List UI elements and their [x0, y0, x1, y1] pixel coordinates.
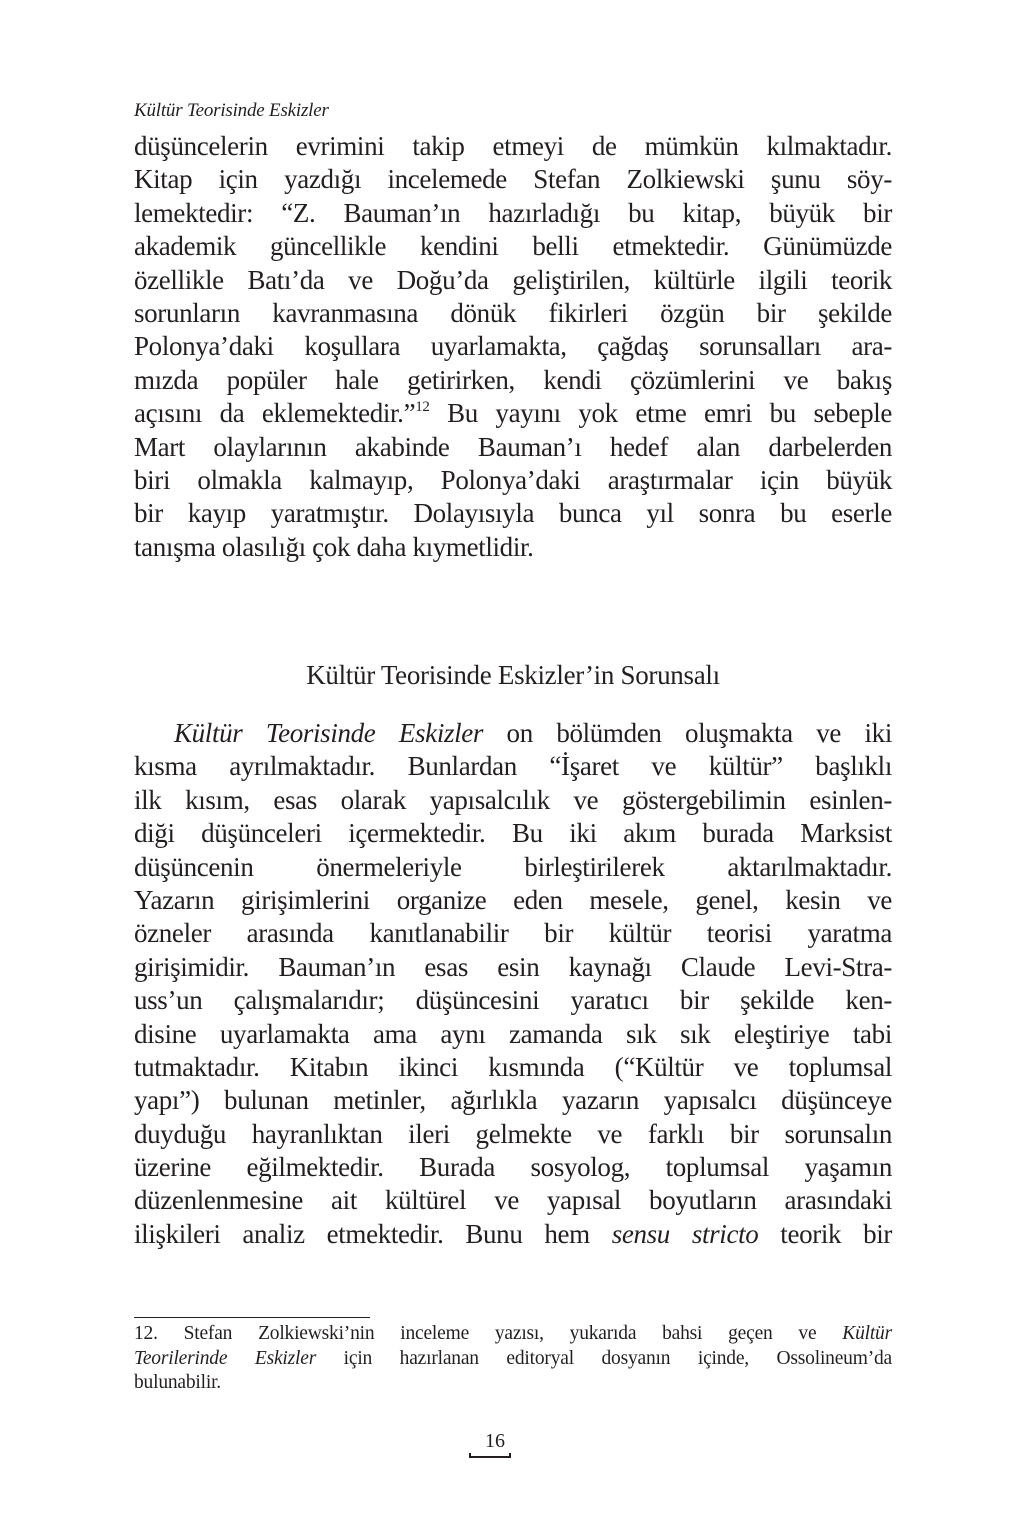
- text-fragment: on bölümden oluşmakta ve iki: [483, 718, 892, 748]
- text-fragment: için hazırlanan editoryal dosyanın içinde, Ossolineum’da: [316, 1347, 892, 1369]
- text-line: Yazarın girişimlerini organize eden mesele, genel, kesin ve: [134, 884, 892, 915]
- text-line: özellikle Batı’da ve Doğu’da geliştirilen, kültürle ilgili teorik: [134, 264, 892, 295]
- book-title: Teorilerinde Eskizler: [134, 1347, 317, 1369]
- text-line: tutmaktadır. Kitabın ikinci kısmında (“Kültür ve toplumsal: [134, 1051, 892, 1082]
- footnote-line: bulunabilir.: [134, 1372, 221, 1393]
- footnote-12: [134, 1322, 892, 1396]
- page-number: 16: [485, 1430, 505, 1452]
- text-line: [134, 717, 892, 750]
- text-line: biri olmakla kalmayıp, Polonya’daki araştırmalar için büyük: [134, 464, 892, 495]
- text-line: disine uyarlamakta ama aynı zamanda sık sık eleştiriye tabi: [134, 1018, 892, 1049]
- body-paragraph-1: [134, 130, 892, 564]
- text-line: düşüncelerin evrimini takip etmeyi de mümkün kılmaktadır.: [134, 131, 892, 161]
- text-line: akademik güncellikle kendini belli etmektedir. Günümüzde: [134, 231, 892, 262]
- text-line: mızda popüler hale getirirken, kendi çözümlerini ve bakış: [134, 364, 892, 395]
- text-line: diği düşünceleri içermektedir. Bu iki akım burada Marksist: [134, 818, 892, 849]
- book-title: Kültür Teorisinde Eskizler: [174, 718, 484, 748]
- latin-term: sensu stricto: [611, 1218, 759, 1249]
- text-line: tanışma olasılığı çok daha kıymetlidir.: [134, 531, 534, 562]
- text-line: ilk kısım, esas olarak yapısalcılık ve göstergebilimin esinlen-: [134, 784, 892, 815]
- running-header: Kültür Teorisinde Eskizler: [134, 100, 329, 121]
- text-fragment: açısını da eklemektedir.”: [134, 398, 416, 429]
- page-number-bracket: [469, 1453, 511, 1458]
- text-line: duyduğu hayranlıktan ileri gelmekte ve farklı bir sorunsalın: [134, 1118, 892, 1149]
- text-line: uss’un çalışmalarıdır; düşüncesini yaratıcı bir şekilde ken-: [134, 985, 892, 1016]
- section-heading: Kültür Teorisinde Eskizler’in Sorunsalı: [306, 660, 720, 690]
- text-line: düzenlenmesine ait kültürel ve yapısal boyutların arasındaki: [134, 1185, 892, 1216]
- footnote-reference[interactable]: 12: [415, 399, 430, 416]
- book-title: Kültür: [842, 1323, 892, 1344]
- text-line: düşüncenin önermeleriyle birleştirilerek aktarılmaktadır.: [134, 851, 892, 882]
- text-line: lemektedir: “Z. Bauman’ın hazırladığı bu kitap, büyük bir: [134, 197, 892, 228]
- text-fragment: teorik bir: [758, 1218, 893, 1249]
- text-line: [134, 1218, 892, 1251]
- text-fragment: Bu yayını yok etme emri bu sebeple: [429, 398, 893, 429]
- text-line: özneler arasında kanıtlanabilir bir kültür teorisi yaratma: [134, 918, 892, 949]
- text-line: yapı”) bulunan metinler, ağırlıkla yazarın yapısalcı düşünceye: [134, 1085, 892, 1116]
- text-line: Kitap için yazdığı incelemede Stefan Zolkiewski şunu söy-: [134, 164, 892, 195]
- text-line: kısma ayrılmaktadır. Bunlardan “İşaret ve kültür” başlıklı: [134, 751, 892, 782]
- text-line: sorunların kavranmasına dönük fikirleri özgün bir şekilde: [134, 297, 892, 328]
- text-fragment: ilişkileri analiz etmektedir. Bunu hem: [134, 1218, 612, 1249]
- text-fragment: 12. Stefan Zolkiewski’nin inceleme yazısı, yukarıda bahsi geçen ve: [134, 1323, 843, 1344]
- text-line: girişimidir. Bauman’ın esas esin kaynağı Claude Levi-Stra-: [134, 951, 892, 982]
- footnote-divider: [134, 1317, 370, 1318]
- text-line: üzerine eğilmektedir. Burada sosyolog, toplumsal yaşamın: [134, 1152, 892, 1183]
- footnote-line: [134, 1322, 892, 1347]
- body-paragraph-2: [134, 717, 892, 1251]
- text-line: bir kayıp yaratmıştır. Dolayısıyla bunca yıl sonra bu eserle: [134, 498, 892, 529]
- text-line: Polonya’daki koşullara uyarlamakta, çağdaş sorunsalları ara-: [134, 331, 892, 362]
- text-line-with-footnote: [134, 397, 892, 430]
- footnote-line: [134, 1347, 892, 1372]
- text-line: Mart olaylarının akabinde Bauman’ı hedef alan darbelerden: [134, 431, 892, 462]
